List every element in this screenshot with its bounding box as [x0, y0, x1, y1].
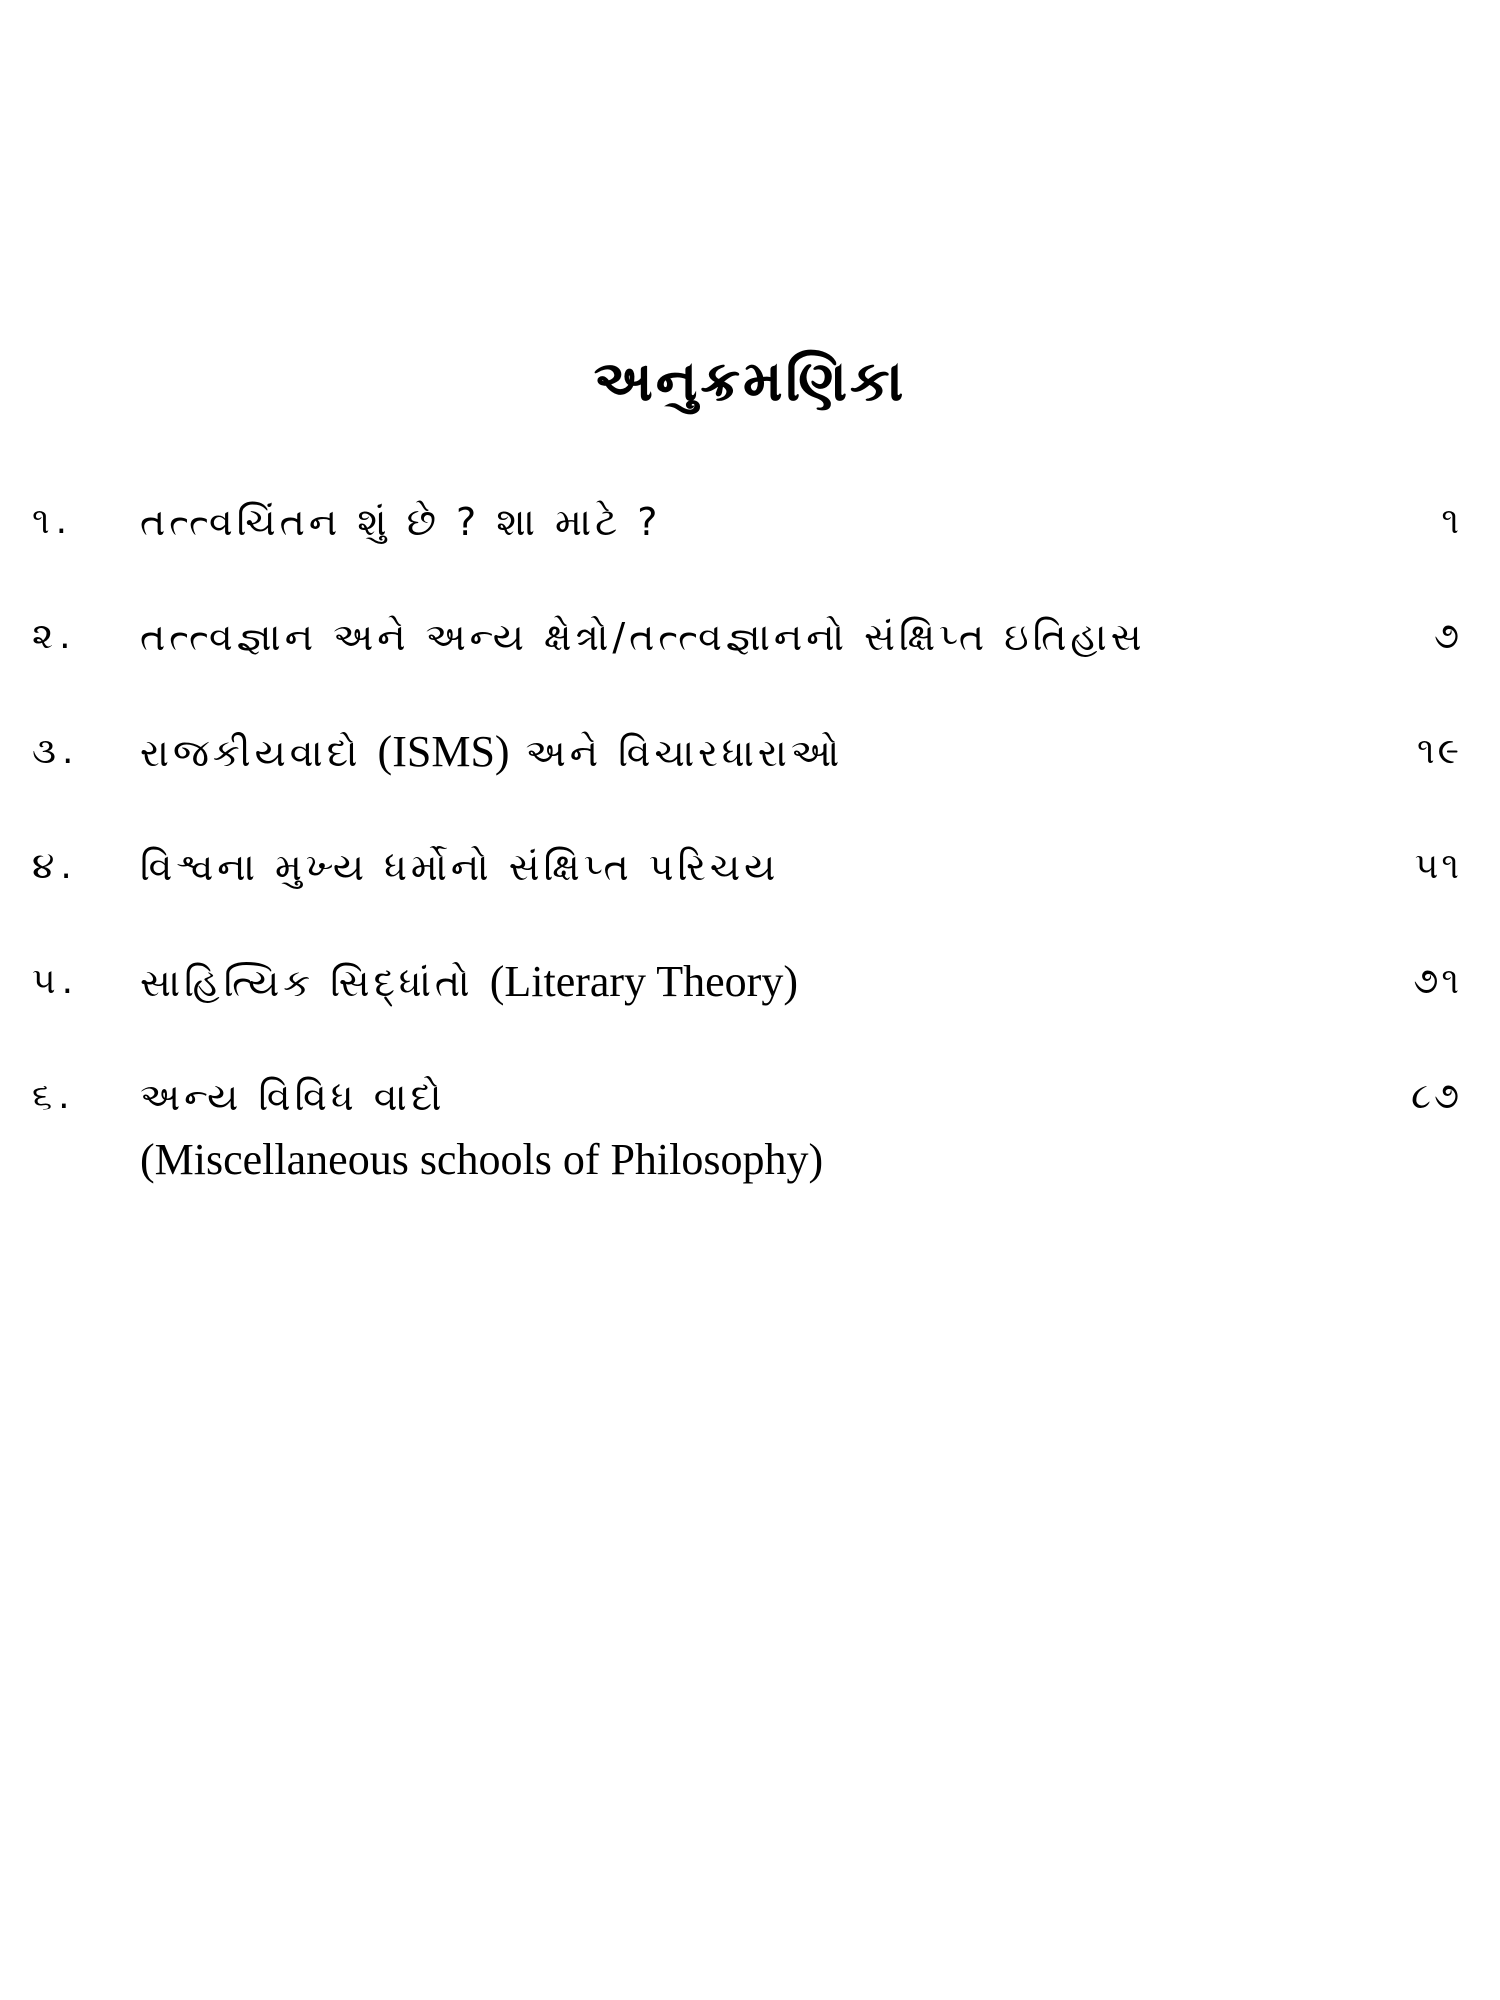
toc-entry-page: ૧ — [1441, 501, 1462, 542]
page-title: અનુક્રમણિકા — [593, 349, 907, 414]
toc-entry-3 — [32, 722, 1462, 837]
toc-entry-title-gujarati: રાજકીયવાદો — [140, 731, 362, 775]
toc-entry-number: ૧. — [32, 501, 74, 542]
toc-entry-title-english: (ISMS) — [377, 727, 510, 776]
toc-entry-subtitle: (Miscellaneous schools of Philosophy) — [140, 1135, 824, 1184]
toc-entry-number: ૨. — [32, 616, 77, 657]
toc-entry-page: ૧૯ — [1417, 731, 1462, 772]
toc-entry-number: ૬. — [32, 1076, 76, 1117]
toc-entry-title: વિશ્વના મુખ્ય ધર્મોનો સંક્ષિપ્ત પરિચય — [140, 845, 780, 889]
toc-entry-page: ૮૭ — [1411, 1076, 1462, 1117]
toc-entry-title — [140, 952, 1280, 1013]
toc-entry-title: તત્ત્વજ્ઞાન અને અન્ય ક્ષેત્રો/તત્ત્વજ્ઞાનનો સંક્ષિપ્ત ઇતિહાસ — [140, 615, 1146, 659]
toc-entry-page: ૭૧ — [1413, 961, 1462, 1002]
toc-entry-6 — [32, 1067, 1462, 1182]
toc-entry-page: ૭ — [1433, 616, 1462, 657]
table-of-contents — [32, 492, 1462, 1182]
toc-entry-title-english: (Literary Theory) — [489, 957, 798, 1006]
toc-entry-1 — [32, 492, 1462, 607]
toc-entry-5 — [32, 952, 1462, 1067]
toc-entry-title: તત્ત્વચિંતન શું છે ? શા માટે ? — [140, 500, 662, 544]
toc-entry-page: ૫૧ — [1414, 846, 1462, 887]
toc-entry-title-gujarati-continued: અને વિચારધારાઓ — [525, 731, 844, 775]
toc-entry-title: અન્ય વિવિધ વાદો — [140, 1075, 446, 1119]
toc-entry-number: ૩. — [32, 731, 80, 772]
toc-entry-title — [140, 722, 1280, 783]
toc-entry-title-gujarati: સાહિત્યિક સિદ્ધાંતો — [140, 961, 474, 1005]
toc-entry-4 — [32, 837, 1462, 952]
toc-entry-number: ૪. — [32, 846, 78, 887]
toc-entry-2 — [32, 607, 1462, 722]
toc-entry-number: ૫. — [32, 961, 80, 1002]
